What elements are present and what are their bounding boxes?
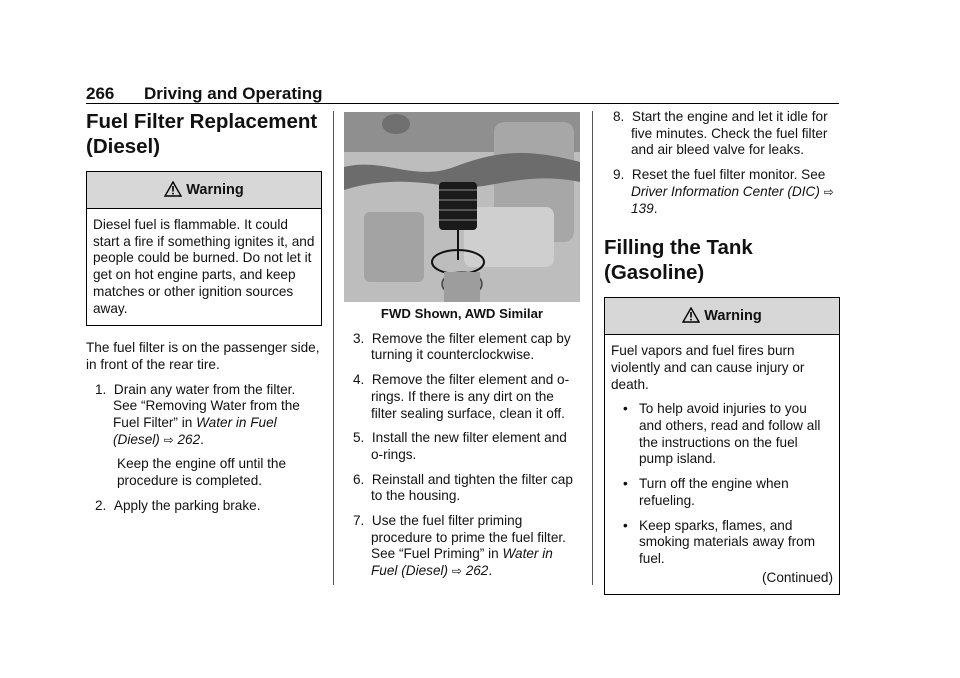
step-7: 7. Use the fuel filter priming procedure to prime the fuel filter. See “Fuel Priming” in Water in Fuel (Diesel) ⇨ 262. [353,513,566,579]
column-divider [333,111,334,585]
step-5: 5. Install the new filter element and o-rings. [353,430,567,462]
page-link[interactable]: 262 [465,563,489,579]
page-link[interactable]: 139 [631,200,654,216]
section-heading: Filling the Tank (Gasoline) [604,236,753,285]
section-heading: Fuel Filter Replacement (Diesel) [86,110,318,158]
step-9: 9. Reset the fuel filter monitor. See Driver Information Center (DIC) ⇨ 139. [613,167,834,216]
warning-triangle-icon [164,181,182,197]
warning-text: Diesel fuel is flammable. It could start a fire if something ignites it, and people could be burned. Do not let it get on hot engine parts, and keep matches or other ignition sources away. [93,217,315,316]
column-middle [344,112,580,580]
header-rule [86,103,839,104]
warning-header [87,172,321,209]
warning-bullet: • To help avoid injuries to you and others, read and follow all the instructions on the fuel pump island. [623,401,821,467]
page-reference-icon: ⇨ [823,184,834,199]
page-reference-icon: ⇨ [451,564,462,579]
page-number: 266 [86,84,115,103]
step-3: 3. Remove the filter element cap by turning it counterclockwise. [353,330,571,363]
warning-box [86,171,322,326]
step-1: 1. Drain any water from the filter. See “Removing Water from the Fuel Filter” in Water in Fuel (Diesel) ⇨ 262. [95,381,300,447]
warning-label: Warning [186,182,244,198]
step-8: 8. Start the engine and let it idle for five minutes. Check the fuel filter and air bleed valve for leaks. [613,109,828,158]
cross-reference-link[interactable]: Water in Fuel (Diesel) [371,546,553,579]
figure-caption: FWD Shown, AWD Similar [380,306,544,321]
step-1-note: Keep the engine off until the procedure is completed. [117,456,287,489]
page-link[interactable]: 262 [177,431,201,447]
warning-box [604,297,840,595]
warning-text: Fuel vapors and fuel fires burn violently and can cause injury or death. [611,343,805,392]
warning-label: Warning [704,308,762,325]
column-divider [592,111,593,585]
cross-reference-link[interactable]: Driver Information Center (DIC) [631,183,820,199]
step-6: 6. Reinstall and tighten the filter cap to the housing. [353,471,573,504]
column-left [86,109,322,515]
fuel-filter-illustration [344,112,580,302]
page-reference-icon: ⇨ [163,432,174,447]
step-2: 2. Apply the parking brake. [95,497,261,513]
warning-header [605,298,839,335]
page-header [86,84,839,104]
warning-bullet: • Turn off the engine when refueling. [623,476,789,508]
continued-label: (Continued) [761,569,833,585]
section-title: Driving and Operating [144,84,323,103]
cross-reference-link[interactable]: Water in Fuel (Diesel) [113,415,277,447]
step-4: 4. Remove the filter element and o-rings. If there is any dirt on the filter sealing surface, clean it off. [353,372,570,421]
column-right [604,109,840,595]
warning-bullet: • Keep sparks, flames, and smoking materials away from fuel. [623,517,816,566]
warning-triangle-icon [682,307,700,323]
intro-paragraph: The fuel filter is on the passenger side, in front of the rear tire. [86,340,320,372]
